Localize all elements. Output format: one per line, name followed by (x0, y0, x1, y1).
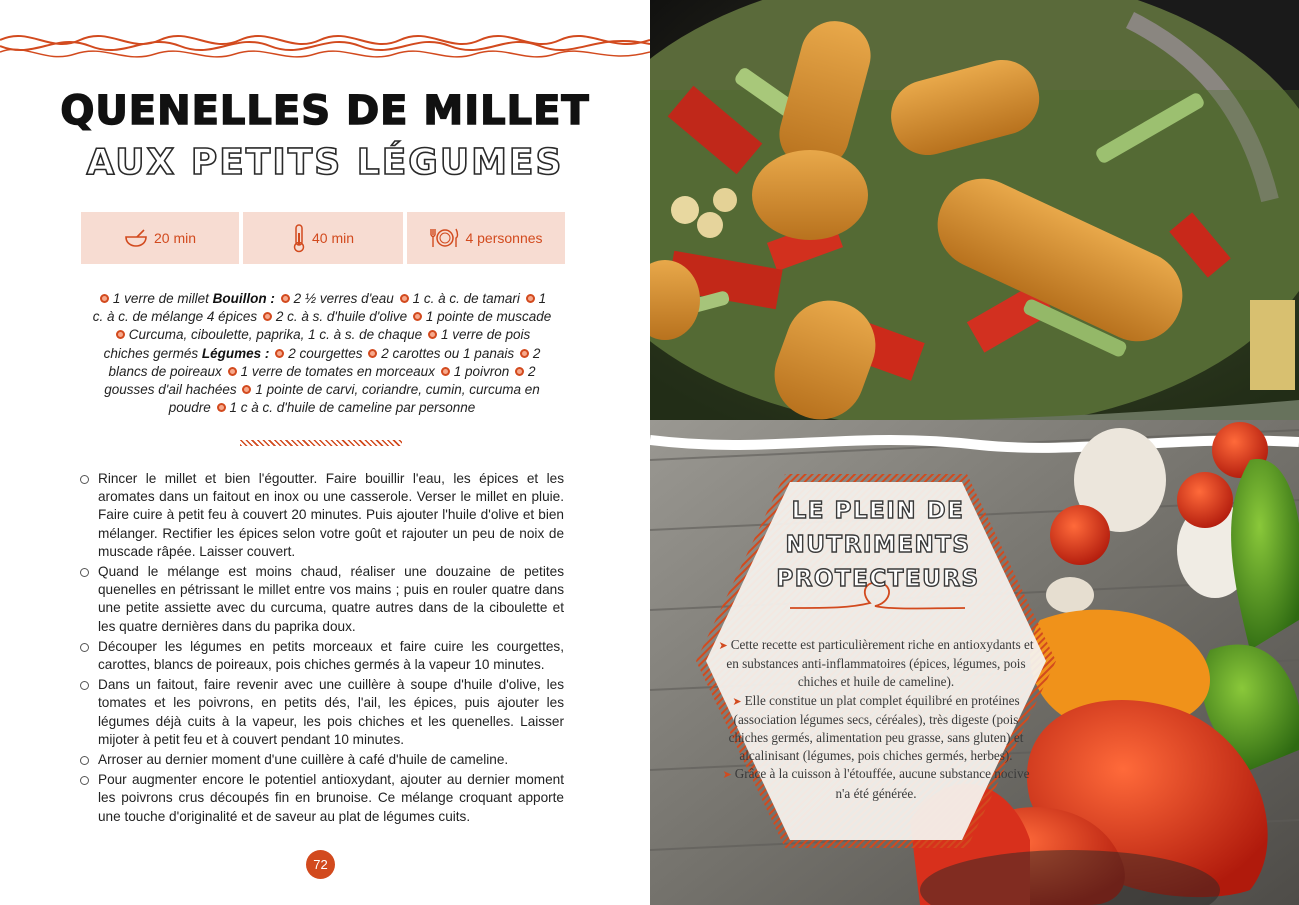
sidebar-point (716, 636, 1036, 692)
bullet-icon (515, 367, 524, 376)
plate-cutlery-icon (429, 227, 459, 249)
ingredient: 2 carottes ou 1 panais (381, 345, 515, 361)
instruction-step: Dans un faitout, faire revenir avec une cuillère à soupe d'huile d'olive, les tomates et les poivrons, en petits dés, l'ail, les épices, puis ajouter les légumes déjà cuits à la vapeur, les pois chiches et les quenelles. Laisser mijoter à petit feu et à couvert pendant 10 minutes. (78, 676, 564, 749)
instruction-step: Découper les légumes en petits morceaux et faire cuire les courgettes, carottes, blancs de poireaux, pois chiches germés à la vapeur 10 minutes. (78, 638, 564, 674)
cook-time-box (243, 212, 403, 264)
arrow-icon: ➤ (732, 695, 742, 708)
thermometer-icon (292, 223, 306, 253)
sidebar-title (765, 494, 991, 596)
ingredient: 2 c. à s. d'huile d'olive (275, 309, 408, 325)
sidebar-point-text: Grâce à la cuisson à l'étouffée, aucune substance nocive n'a été générée. (734, 766, 1030, 801)
bowl-icon (124, 228, 148, 248)
sidebar-point (716, 765, 1036, 802)
servings: 4 personnes (465, 230, 543, 246)
recipe-info-bar (81, 212, 565, 264)
section-label-legumes: Légumes : (201, 345, 270, 361)
recipe-subtitle: AUX PETITS LÉGUMES (86, 142, 564, 183)
instructions-list (78, 470, 564, 828)
sidebar-point (716, 692, 1036, 766)
sidebar-title-line: LE PLEIN DE (791, 498, 965, 524)
servings-box (407, 212, 565, 264)
sidebar-point-text: Elle constitue un plat complet équilibré en protéines (association légumes secs, céréales), très digeste (pois chiches germés, alimentation peu grasse, sans gluten) et alcalinisant (légumes, pois chiches germés, herbes). (728, 692, 1024, 764)
bullet-icon (441, 367, 450, 376)
ingredient: 2 gousses d'ail hachées (104, 363, 536, 398)
sidebar-points (716, 636, 1036, 803)
bullet-icon (428, 330, 437, 339)
sidebar-title-line: PROTECTEURS (776, 566, 980, 592)
bullet-icon (520, 349, 529, 358)
instruction-step: Quand le mélange est moins chaud, réaliser une douzaine de petites quenelles en pétrissant le millet entre vos mains ; puis en rouler quatre dans une petite assiette avec du curcuma, quatre autres dans de la ciboulette et les quatre dernières dans du paprika doux. (78, 563, 564, 636)
sidebar-title-line: NUTRIMENTS (785, 532, 971, 558)
section-label-bouillon: Bouillon : (212, 291, 275, 306)
bullet-icon (100, 294, 109, 303)
bullet-icon (116, 330, 125, 339)
dish-photo (650, 0, 1299, 425)
ingredients-list (92, 290, 552, 417)
instruction-step: Rincer le millet et bien l'égoutter. Faire bouillir l'eau, les épices et les aromates dans un faitout en inox ou une casserole. Verser le millet en pluie. Faire cuire à petit feu à couvert 20 minutes. Puis ajouter l'huile d'olive et bien mélanger. Rectifier les épices selon votre goût et rajouter un peu de noix de muscade râpée. Laisser couvert. (78, 470, 564, 561)
ingredient: 1 pointe de muscade (425, 309, 552, 325)
ingredient: 2 blancs de poireaux (108, 345, 541, 379)
ingredient: 2 ½ verres d'eau (293, 291, 394, 306)
bullet-icon (263, 312, 272, 321)
instruction-step: Pour augmenter encore le potentiel antioxydant, ajouter au dernier moment les poivrons crus découpés fin en brunoise. Ce mélange croquant apporte une touche d'originalité et de saveur au plat de légumes cuits. (78, 771, 564, 826)
sidebar-point-text: Cette recette est particulièrement riche en antioxydants et en substances anti-inflammatoires (épices, légumes, pois chiches et huile de cameline). (726, 637, 1034, 690)
ingredient: 1 verre de tomates en morceaux (240, 363, 435, 379)
bullet-icon (413, 312, 422, 321)
bullet-icon (228, 367, 237, 376)
ingredient: 2 courgettes (288, 345, 363, 361)
decorative-wave-lines (0, 18, 650, 68)
ingredient: 1 pointe de carvi, coriandre, cumin, curcuma en poudre (168, 382, 540, 416)
ingredient: Curcuma, ciboulette, paprika, 1 c. à s. de chaque (128, 327, 423, 343)
ingredient: 1 c à c. d'huile de cameline par personne (229, 400, 476, 416)
page-number: 72 (306, 850, 335, 879)
bullet-icon (400, 294, 409, 303)
bullet-icon (217, 403, 226, 412)
prep-time-box (81, 212, 239, 264)
ingredient: 1 c. à c. de tamari (412, 291, 520, 306)
ingredient: 1 verre de pois chiches germés (103, 327, 531, 361)
hatched-divider (240, 440, 402, 446)
bullet-icon (526, 294, 535, 303)
bullet-icon (242, 385, 251, 394)
recipe-title: QUENELLES DE MILLET (60, 88, 590, 134)
instruction-step: Arroser au dernier moment d'une cuillère à café d'huile de cameline. (78, 751, 564, 769)
ingredient: 1 c. à c. de mélange 4 épices (92, 291, 547, 325)
arrow-icon: ➤ (718, 640, 728, 652)
ingredient: 1 poivron (453, 363, 510, 379)
bullet-icon (281, 294, 290, 303)
bullet-icon (368, 349, 377, 358)
arrow-icon: ➤ (722, 769, 732, 782)
cook-time: 40 min (311, 230, 355, 246)
bullet-icon (275, 349, 284, 358)
prep-time: 20 min (153, 230, 197, 246)
ingredient: 1 verre de millet (112, 291, 213, 306)
